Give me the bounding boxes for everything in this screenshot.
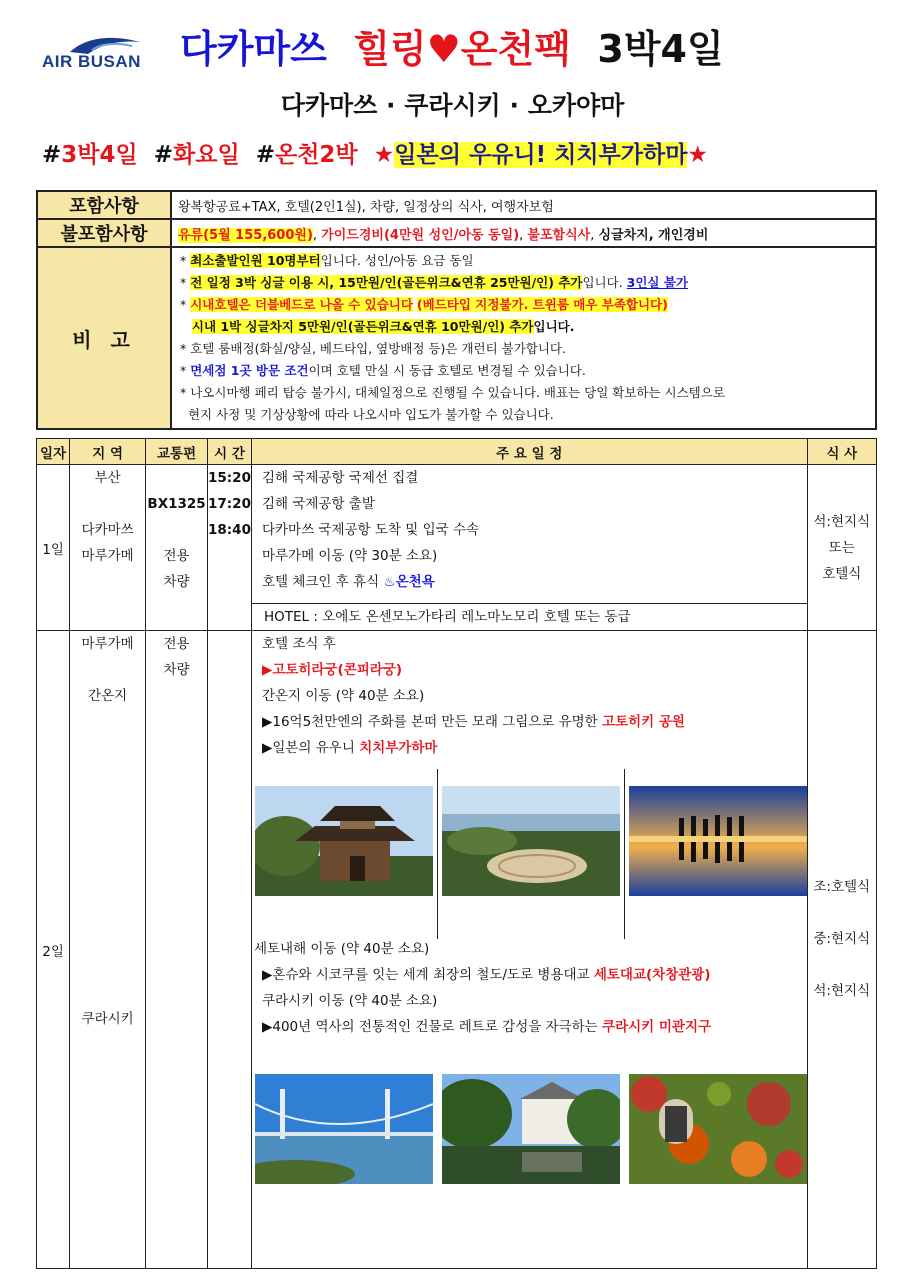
excluded-guide: 가이드경비(4만원 성인/아동 동일) [321,227,520,243]
day2-itinerary [251,631,807,1269]
day2-label: 2일 [37,631,70,1269]
meal: 중:현지식 [813,931,871,947]
region-kurashiki: 쿠라시키 [81,1011,134,1027]
day1-itinerary [251,465,807,631]
star-icon: ★ [687,142,709,168]
itinerary-item: 마루가메 이동 (약 30분 소요) [261,548,438,564]
tag-line: #3박4일 #화요일 #온천2박 ★일본의 우유니! 치치부가하마★ [42,142,709,168]
region: 간온지 [88,688,128,704]
transport: 차량 [163,662,190,678]
col-itinerary: 주 요 일 정 [251,439,807,465]
tag-highlight: 일본의 우유니! 치치부가하마 [394,142,688,168]
page-title [180,18,724,73]
meal: 석:현지식 [813,513,871,530]
meal: 또는 [828,539,855,556]
note-room-assign: 호텔 룸배정(화실/양실, 베드타입, 옆방배정 등)은 개런티 불가합니다. [190,341,566,356]
air-busan-logo [40,32,150,72]
day1-row [37,465,877,631]
col-transport: 교통편 [146,439,208,465]
excluded-value: 유류(5월 155,600원), 가이드경비(4만원 성인/아동 동일), 불포함식사, 싱글차지, 개인경비 [171,219,876,247]
meal: 조:호텔식 [813,879,871,895]
itinerary-item [262,962,711,988]
itinerary-text: ▶혼슈와 시코쿠를 잇는 세계 최장의 철도/도로 병용대교 [261,967,594,983]
note-bed-type: (베드타입 지정불가. 트윈룸 매우 부족합니다) [416,297,668,312]
day1-transport [146,465,208,631]
sand-coin-image [442,786,620,896]
itinerary-item: 세토내해 이동 (약 40분 소요) [253,941,430,957]
note-text: 입니다. [582,275,623,290]
ivy-square-photo [629,1074,807,1184]
itinerary-highlight: 고토히키 공원 [602,714,685,730]
included-label: 포함사항 [37,191,171,219]
itinerary-item: 쿠라시키 이동 (약 40분 소요) [261,993,438,1009]
schedule-table [36,438,877,1269]
note-triple-room: 3인실 불가 [626,275,689,290]
reflection-beach-image [629,786,807,896]
day1-label: 1일 [37,465,70,631]
flight-number: BX1325 [147,496,206,512]
note-min-people: 최소출발인원 10명부터 [190,253,321,268]
col-day: 일자 [37,439,70,465]
canal-image [442,1074,620,1184]
itinerary-item: 김해 국제공항 국제선 집결 [261,470,419,486]
itinerary-item [262,709,807,735]
itinerary-highlight: 쿠라시키 미관지구 [602,1019,712,1035]
star-icon: ★ [373,142,395,168]
col-meals: 식 사 [807,439,877,465]
itinerary-item [262,1014,711,1040]
tag-duration: 3박4일 [61,142,138,168]
kurashiki-canal-photo [442,1074,620,1184]
itinerary-item: 호텔 조식 후 [261,636,336,652]
day1-regions [70,465,146,631]
time: 18:40 [207,522,251,538]
note-text: 이며 호텔 만실 시 동급 호텔로 변경될 수 있습니다. [308,363,586,378]
day2-regions [70,631,146,1269]
col-time: 시 간 [207,439,251,465]
note-text: 입니다. [533,319,575,334]
region: 부산 [94,470,121,486]
time: 17:20 [207,496,251,512]
bridge-image [255,1074,433,1184]
excluded-label: 불포함사항 [37,219,171,247]
itinerary-text: ▶400년 역사의 전통적인 건물로 레트로 감성을 자극하는 [261,1019,603,1035]
tag-onsen: 온천2박 [274,142,358,168]
shrine-image [255,786,433,896]
itinerary-highlight: 세토대교(차창관광) [593,967,711,983]
note-single-charge: 전 일정 3박 싱글 이용 시, 15만원/인(골든위크&연휴 25만원/인) 추가 [190,275,583,290]
note-city-single: 시내 1박 싱글차지 5만원/인(골든위크&연휴 10만원/인) 추가 [191,319,534,334]
note-ferry: 나오시마행 페리 탑승 불가시, 대체일정으로 진행될 수 있습니다. 배표는 당일 확보하는 시스템으로 [190,385,725,400]
transport: 전용 [163,548,190,564]
excluded-meals: 불포함식사 [527,227,591,243]
schedule-header [37,439,877,465]
itinerary-item [262,735,807,761]
chichibugahama-photo [629,786,807,896]
itinerary-text: ▶16억5천만엔의 주화를 본떠 만든 모래 그림으로 유명한 [261,714,603,730]
day2-row [37,631,877,1269]
col-region: 지 역 [70,439,146,465]
day2-meals [807,631,877,1269]
meal: 호텔식 [822,565,862,582]
included-value: 왕복항공료+TAX, 호텔(2인1실), 차량, 일정상의 식사, 여행자보험 [171,191,876,219]
info-table [36,190,877,430]
excluded-other: 싱글차지, 개인경비 [598,227,709,243]
excluded-fuel: 유류(5월 155,600원) [178,227,313,243]
kotohiki-park-photo [442,786,620,896]
title-duration: 3박4일 [597,27,724,71]
day1-hotel: HOTEL : 오에도 온센모노가타리 레노마노모리 호텔 또는 동급 [252,603,807,630]
day1-times [207,465,251,631]
day2-transport [146,631,208,1269]
title-package: 힐링♥온천팩 [353,27,571,71]
note-weather: 현지 사정 및 기상상황에 따라 나오시마 입도가 불가할 수 있습니다. [187,407,554,422]
note-double-bed: 시내호텔은 더블베드로 나올 수 있습니다 [190,297,413,312]
region: 마루가메 [81,636,134,652]
meal: 석:현지식 [813,983,871,999]
page-subtitle: 다카마쓰 · 쿠라시키 · 오카야마 [280,91,625,120]
ivy-wall-image [629,1074,807,1184]
note-duty-free: 면세점 1곳 방문 조건 [190,363,309,378]
region: 마루가메 [81,548,134,564]
tag-day: 화요일 [173,142,240,168]
itinerary-highlight: 치치부가하마 [359,740,438,756]
seto-bridge-photo [255,1074,433,1184]
itinerary-item [262,569,807,595]
itinerary-text: 호텔 체크인 후 휴식 [261,574,384,590]
notes-label: 비 고 [37,247,171,429]
transport: 차량 [163,574,190,590]
itinerary-item: 김해 국제공항 출발 [261,496,375,512]
notes-value: * 최소출발인원 10명부터입니다. 성인/아동 요금 동일 * 전 일정 3박 싱글 이용 시, 15만원/인(골든위크&연휴 25만원/인) 추가입니다. 3인실 불가 * 시내호텔은 더블베드로 나올 수 있습니다 (베드타입 지정불가. 트윈룸 매우 부족합니다) 시내 1박 싱글차지 5만원/인(골든위크&연휴 10만원/인) 추가입니다. * 호텔 룸배정(화실/양실, 베드타입, 옆방배정 등)은 개런티 불가합니다. * 면세점 1곳 방문 조건이며 호텔 만실 시 동급 호텔로 변경될 수 있습니다. * 나오시마행 페리 탑승 불가시, 대체일정으로 진행될 수 있습니다. 배표는 당일 확보하는 시스템으로 현지 사정 및 기상상황에 따라 나오시마 입도가 불가할 수 있습니다. [171,247,876,429]
kotohira-shrine-photo [255,786,433,896]
title-city: 다카마쓰 [180,27,327,71]
day2-times [207,631,251,1269]
day1-meals [807,465,877,631]
onsen-label: ♨온천욕 [383,574,435,590]
note-text: 입니다. 성인/아동 요금 동일 [320,253,474,268]
time: 15:20 [207,470,251,486]
day2-items-lower [252,936,711,1040]
logo-text: AIR BUSAN [42,52,141,71]
itinerary-item: 간온지 이동 (약 40분 소요) [261,688,425,704]
region: 다카마쓰 [81,522,134,538]
itinerary-item: 다카마쓰 국제공항 도착 및 입국 수속 [261,522,480,538]
transport: 전용 [163,636,190,652]
itinerary-highlight: ▶고토히라궁(콘피라궁) [261,662,403,678]
itinerary-text: ▶일본의 유우니 [261,740,360,756]
